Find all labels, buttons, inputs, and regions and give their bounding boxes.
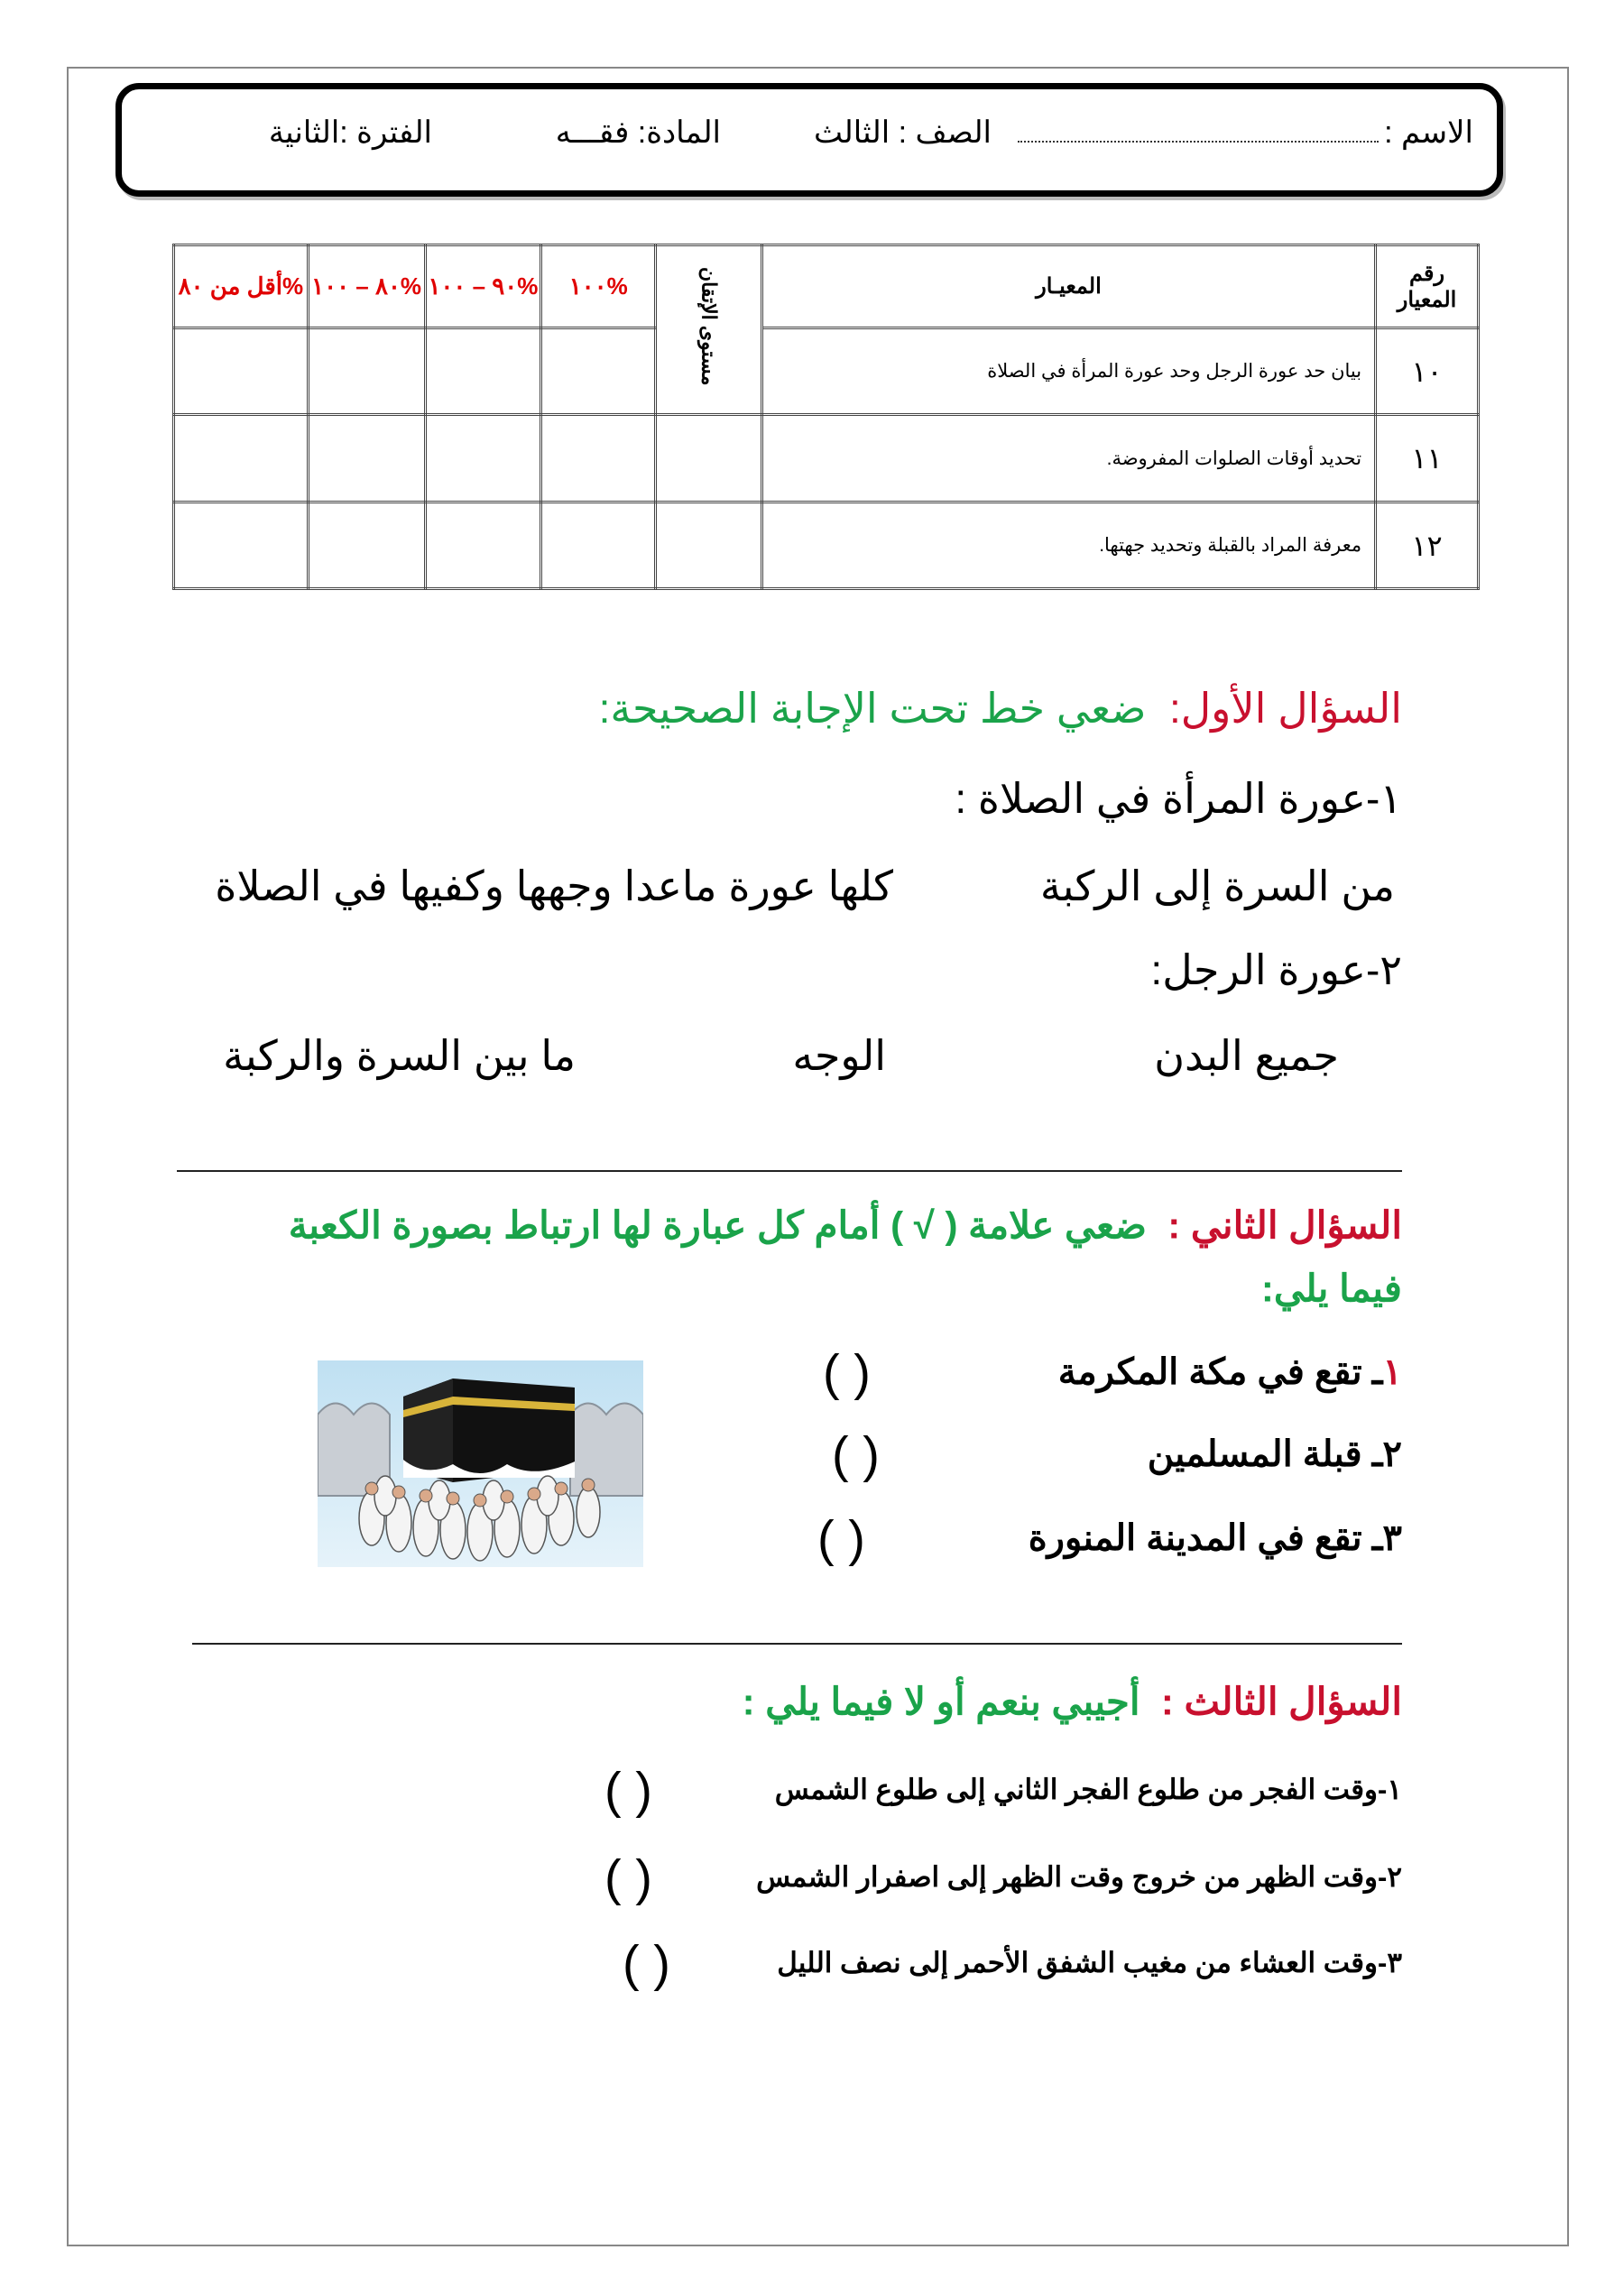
level-header-80-100: ٨٠ – ١٠٠%: [308, 245, 425, 328]
score-cell[interactable]: [308, 415, 425, 503]
q2-label: السؤال الثاني :: [1167, 1203, 1402, 1247]
score-cell[interactable]: [425, 503, 541, 589]
level-header-90-100: ٩٠ – ١٠٠%: [425, 245, 541, 328]
q3-label: السؤال الثالث :: [1160, 1680, 1402, 1723]
table-row: [174, 503, 1479, 589]
mastery-cell[interactable]: [656, 415, 762, 503]
q1-item-2-option-3[interactable]: ما بين السرة والركبة: [223, 1032, 576, 1079]
name-blank[interactable]: [1018, 141, 1379, 143]
q2-instruction: ضعي علامة ( √ ) أمام كل عبارة لها ارتباط بصورة الكعبة: [288, 1203, 1147, 1247]
subject-label: المادة: فقـــه: [555, 115, 721, 150]
grade-label: الصف : الثالث: [814, 115, 992, 150]
section-divider: [192, 1643, 1402, 1645]
q3-item: ١-وقت الفجر من طلوع الفجر الثاني إلى طلوع الشمس: [774, 1774, 1402, 1805]
answer-parentheses[interactable]: ( ): [604, 1761, 652, 1819]
q1-item-1-option-1[interactable]: من السرة إلى الركبة: [1039, 862, 1395, 909]
q3-instruction: أجيبي بنعم أو لا فيما يلي :: [742, 1680, 1140, 1723]
q2-item-number: ٢: [1382, 1434, 1402, 1474]
table-row: [174, 415, 1479, 503]
table-header-row: [174, 245, 1479, 328]
answer-parentheses[interactable]: ( ): [832, 1425, 880, 1483]
name-field[interactable]: [1018, 115, 1473, 151]
answer-parentheses[interactable]: ( ): [817, 1509, 865, 1567]
term-label: الفترة :الثانية: [268, 115, 432, 150]
q2-item-text: ـ تقع في مكة المكرمة: [1057, 1352, 1383, 1392]
q2-item-number: ١: [1382, 1352, 1402, 1392]
criterion-number: ١٠: [1376, 328, 1479, 415]
score-cell[interactable]: [541, 328, 656, 415]
section-divider: [177, 1170, 1402, 1172]
kaaba-illustration: [318, 1360, 643, 1567]
answer-parentheses[interactable]: ( ): [604, 1849, 652, 1906]
q1-heading: [599, 684, 1402, 733]
q1-instruction: ضعي خط تحت الإجابة الصحيحة:: [598, 685, 1147, 732]
mastery-header-text: مستوى الإتقان: [697, 267, 721, 386]
q2-heading: [289, 1203, 1402, 1248]
answer-parentheses[interactable]: ( ): [823, 1343, 871, 1401]
criterion-header: المعيـار: [761, 245, 1375, 328]
q2-item-text: ـ تقع في المدينة المنورة: [1028, 1518, 1383, 1558]
criterion-text: تحديد أوقات الصلوات المفروضة.: [761, 415, 1375, 503]
q1-item-2-option-1[interactable]: جميع البدن: [1154, 1032, 1339, 1079]
criterion-number: ١١: [1376, 415, 1479, 503]
number-header: رقم المعيار: [1376, 245, 1479, 328]
score-cell[interactable]: [425, 415, 541, 503]
q1-item-2-stem: ٢-عورة الرجل:: [1150, 946, 1402, 993]
q2-item: [1058, 1351, 1402, 1393]
q1-item-1-option-2[interactable]: كلها عورة ماعدا وجهها وكفيها في الصلاة: [215, 862, 893, 909]
q1-label: السؤال الأول:: [1168, 685, 1402, 732]
score-cell[interactable]: [174, 503, 309, 589]
criterion-text: معرفة المراد بالقبلة وتحديد جهتها.: [761, 503, 1375, 589]
level-header-below-80: أقل من ٨٠%: [174, 245, 309, 328]
score-cell[interactable]: [308, 328, 425, 415]
score-cell[interactable]: [425, 328, 541, 415]
score-cell[interactable]: [174, 415, 309, 503]
mastery-header: [656, 245, 762, 415]
q2-item: [1029, 1517, 1402, 1559]
score-cell[interactable]: [174, 328, 309, 415]
q3-item: ٢-وقت الظهر من خروج وقت الظهر إلى اصفرار الشمس: [756, 1861, 1402, 1893]
criteria-table: [172, 244, 1480, 590]
q2-item-number: ٣: [1382, 1518, 1402, 1558]
level-header-100: ١٠٠%: [541, 245, 656, 328]
mastery-cell[interactable]: [656, 503, 762, 589]
answer-parentheses[interactable]: ( ): [623, 1934, 670, 1992]
score-cell[interactable]: [308, 503, 425, 589]
score-cell[interactable]: [541, 503, 656, 589]
criterion-text: بيان حد عورة الرجل وحد عورة المرأة في الصلاة: [761, 328, 1375, 415]
score-cell[interactable]: [541, 415, 656, 503]
q3-heading: [743, 1680, 1402, 1724]
q2-item-text: ـ قبلة المسلمين: [1147, 1434, 1383, 1474]
q3-item: ٣-وقت العشاء من مغيب الشفق الأحمر إلى نصف الليل: [777, 1947, 1402, 1978]
q2-instruction-line2: فيما يلي:: [1260, 1267, 1402, 1310]
table-row: [174, 328, 1479, 415]
criterion-number: ١٢: [1376, 503, 1479, 589]
q2-item: [1148, 1434, 1402, 1475]
student-info-header: [115, 83, 1503, 197]
q1-item-2-option-2[interactable]: الوجه: [792, 1032, 886, 1079]
q1-item-1-stem: ١-عورة المرأة في الصلاة :: [955, 775, 1402, 822]
name-label: الاسم :: [1384, 115, 1473, 150]
